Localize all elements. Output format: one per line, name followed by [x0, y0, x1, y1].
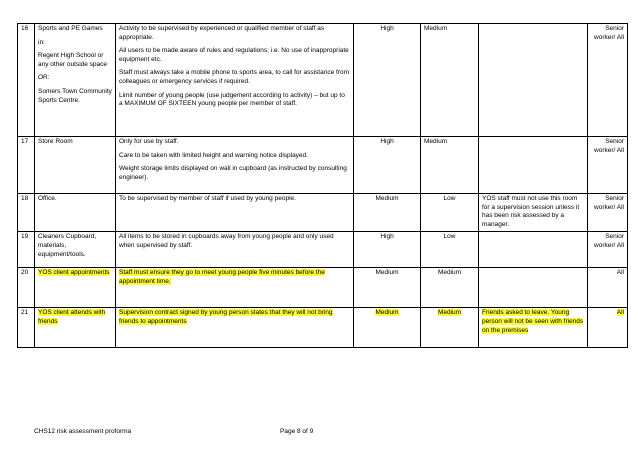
control-line: Care to be taken with limited height and warning notice displayed. [119, 151, 308, 159]
footer-document-name: CHS12 risk assessment proforma [34, 428, 132, 435]
additional-measures-text: Friends asked to leave. Young person will not be seen with friends on the premises [482, 309, 584, 334]
severity-cell: Low [421, 232, 479, 268]
additional-measures-cell [479, 232, 588, 268]
control-line: All users to be made aware of rules and regulations; i.e. No use of inappropriate equipment etc. [119, 47, 349, 63]
activity-line: Store Room [38, 138, 73, 145]
activity-cell [35, 24, 116, 137]
controls-cell [116, 194, 354, 232]
row-number: 19 [18, 232, 35, 268]
control-line: All items to be stored in cupboards away from young people and only used when supervised by staff. [119, 233, 334, 249]
control-line: Limit number of young people (use judgement according to activity) – but up to a MAXIMUM OF SIXTEEN young people per member of staff. [119, 91, 345, 108]
severity-cell [421, 308, 479, 348]
activity-cell [35, 268, 116, 308]
controls-cell [116, 268, 354, 308]
likelihood-cell: High [354, 232, 421, 268]
activity-cell [35, 194, 116, 232]
footer-page-number: Page 8 of 9 [280, 428, 314, 435]
activity-line: Regent High School or any other outside space [38, 52, 108, 68]
control-line: Staff must always take a mobile phone to sports area, to call for assistance from colleagues or emergency services if required. [119, 69, 350, 85]
likelihood-cell: High [354, 137, 421, 194]
activity-cell [35, 232, 116, 268]
risk-assessment-table [17, 23, 628, 348]
control-line: Supervision contract signed by young person states that they will not bring friends to appointments [119, 309, 333, 325]
controls-cell [116, 308, 354, 348]
activity-cell [35, 308, 116, 348]
activity-line: in: [38, 38, 45, 46]
control-line: Activity to be supervised by experienced or qualified member of staff as appropriate. [119, 25, 325, 41]
activity-line: Office. [38, 195, 57, 202]
responsible-cell [588, 308, 628, 348]
controls-cell [116, 232, 354, 268]
severity-value: Medium [437, 309, 462, 317]
table-row [18, 137, 628, 194]
row-number: 16 [18, 24, 35, 137]
severity-cell: Medium [421, 24, 479, 137]
additional-measures-cell [479, 268, 588, 308]
likelihood-value: Medium [375, 309, 399, 317]
table-row [18, 24, 628, 137]
control-line: Weight storage limits displayed on wall in cupboard (as instructed by consulting engineer). [119, 165, 347, 181]
table-row [18, 232, 628, 268]
table-row [18, 268, 628, 308]
severity-cell: Low [421, 194, 479, 232]
row-number: 17 [18, 137, 35, 194]
row-number: 20 [18, 268, 35, 308]
table-row [18, 308, 628, 348]
controls-cell [116, 24, 354, 137]
responsible-cell: Senior worker/ All [588, 24, 628, 137]
row-number: 21 [18, 308, 35, 348]
activity-cell [35, 137, 116, 194]
responsible-value: All [616, 309, 624, 317]
activity-line: Sports and PE Games [38, 25, 103, 32]
control-line: Staff must ensure they go to meet young people five minutes before the appointment time. [119, 269, 325, 285]
likelihood-cell: High [354, 24, 421, 137]
activity-line: OR: [38, 74, 50, 82]
likelihood-cell: Medium [354, 194, 421, 232]
responsible-cell: Senior worker/ All [588, 194, 628, 232]
additional-measures-cell [479, 24, 588, 137]
control-line: Only for use by staff. [119, 138, 179, 145]
control-line: To be supervised by member of staff if used by young people. [119, 195, 296, 202]
additional-measures-cell [479, 308, 588, 348]
severity-cell: Medium [421, 268, 479, 308]
responsible-cell: Senior worker/ All [588, 232, 628, 268]
severity-cell: Medium [421, 137, 479, 194]
additional-measures-cell [479, 137, 588, 194]
likelihood-cell: Medium [354, 268, 421, 308]
activity-line: YOS client attends with friends [38, 309, 106, 325]
responsible-cell: All [588, 268, 628, 308]
activity-line: Cleaners Cupboard, materials, equipment/tools. [38, 233, 97, 258]
activity-line: YOS client appointments [38, 269, 110, 277]
activity-line: Somers Town Community Sports Centre. [38, 87, 112, 104]
responsible-cell: Senior worker/ All [588, 137, 628, 194]
row-number: 18 [18, 194, 35, 232]
likelihood-cell [354, 308, 421, 348]
additional-measures-cell: YOS staff must not use this room for a supervision session unless it has been risk assessed by a manager. [479, 194, 588, 232]
controls-cell [116, 137, 354, 194]
table-row [18, 194, 628, 232]
